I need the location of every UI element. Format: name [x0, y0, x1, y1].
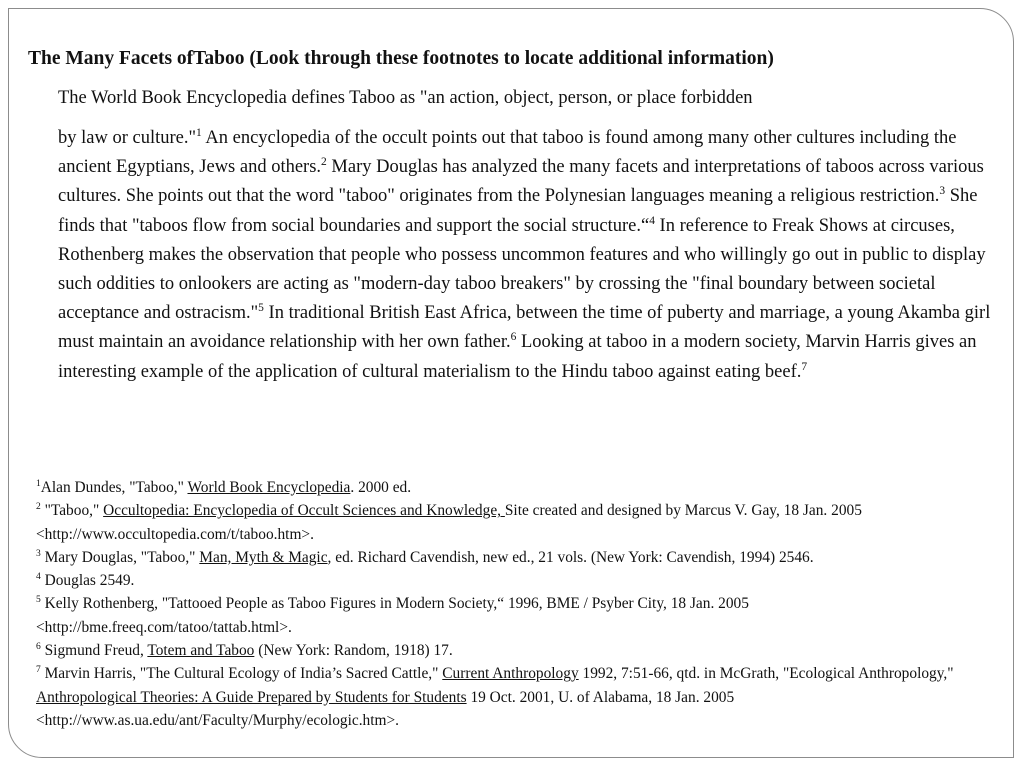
footnote-marker: 3: [36, 547, 41, 559]
cited-title: Current Anthropology: [442, 665, 579, 683]
footnote-7: [36, 662, 996, 732]
footnote-marker: 5: [36, 594, 41, 606]
text-run: An encyclopedia of the occult points out that taboo is found among many other cultures including the ancient Egyptians, Jews and others.: [58, 128, 957, 178]
footnote-marker: 7: [801, 360, 808, 373]
text-run: In reference to Freak Shows at circuses, Rothenberg makes the observation that people who possess uncommon features and who willingly go out in public to display such oddities to onlookers are acting as "modern-day taboo breakers" by crossing the "final boundary between societal acceptance and ostracism.": [58, 215, 986, 324]
footnote-2: [36, 499, 996, 546]
footnote-marker: 3: [939, 185, 946, 198]
footnote-marker: 7: [36, 664, 41, 676]
cited-title: Totem and Taboo: [147, 642, 255, 660]
cited-title: World Book Encyclopedia: [187, 479, 351, 496]
text-run: , ed. Richard Cavendish, new ed., 21 vols. (New York: Cavendish, 1994) 2546.: [327, 548, 814, 566]
text-run: In traditional British East Africa, between the time of puberty and marriage, a young Akamba girl must maintain an avoidance relationship with her own father.: [58, 303, 991, 353]
intro-line: The World Book Encyclopedia defines Taboo as "an action, object, person, or place forbidden: [58, 88, 753, 108]
text-run: . 2000 ed.: [350, 479, 412, 496]
cited-title: Anthropological Theories: A Guide Prepared by Students for Students: [36, 688, 467, 706]
text-run: Kelly Rothenberg, "Tattooed People as Taboo Figures in Modern Society,“ 1996, BME / Psyber City, 18 Jan. 2005 <http://bme.freeq.com/tatoo/tattab.html>.: [36, 595, 749, 636]
text-run: by law or culture.": [58, 128, 197, 148]
text-run: She finds that "taboos flow from social boundaries and support the social structure.“: [58, 186, 978, 236]
footnotes: [36, 476, 996, 732]
text-run: 19 Oct. 2001, U. of Alabama, 18 Jan. 2005 <http://www.as.ua.edu/ant/Faculty/Murphy/ecologic.htm>.: [36, 688, 735, 729]
footnote-6: [36, 639, 996, 662]
footnote-marker: 6: [36, 640, 41, 652]
page-title: The Many Facets ofTaboo (Look through these footnotes to locate additional information): [28, 48, 774, 69]
footnote-marker: 4: [36, 571, 41, 583]
cited-title: Man, Myth & Magic: [199, 548, 328, 566]
footnote-marker: 1: [196, 126, 202, 139]
text-run: Douglas 2549.: [40, 572, 135, 590]
text-run: Marvin Harris, "The Cultural Ecology of India’s Sacred Cattle,": [40, 665, 443, 683]
text-run: Alan Dundes, "Taboo,": [40, 479, 188, 496]
text-run: Mary Douglas, "Taboo,": [40, 548, 200, 566]
footnote-marker: 2: [321, 156, 327, 169]
text-run: (New York: Random, 1918) 17.: [254, 642, 453, 660]
footnote-marker: 4: [649, 214, 655, 227]
text-run: 1992, 7:51-66, qtd. in McGrath, "Ecological Anthropology,": [578, 665, 954, 683]
footnote-marker: 1: [36, 477, 41, 489]
footnote-4: [36, 569, 996, 592]
text-run: Sigmund Freud,: [40, 642, 148, 660]
footnote-marker: 6: [510, 331, 517, 344]
text-run: Site created and designed by Marcus V. Gay, 18 Jan. 2005 <http://www.occultopedia.com/t/taboo.htm>.: [36, 502, 862, 543]
footnote-5: [36, 592, 996, 639]
cited-title: Occultopedia: Encyclopedia of Occult Sciences and Knowledge,: [103, 502, 505, 520]
text-run: Looking at taboo in a modern society, Marvin Harris gives an interesting example of the application of cultural materialism to the Hindu taboo against eating beef.: [58, 332, 977, 382]
text-run: "Taboo,": [40, 502, 104, 520]
footnote-3: [36, 546, 996, 569]
footnote-marker: 2: [36, 501, 41, 513]
footnote-1: [36, 476, 996, 499]
text-run: Mary Douglas has analyzed the many facets and interpretations of taboos across various cultures. She points out that the word "taboo" originates from the Polynesian languages meaning a religious restriction.: [58, 157, 984, 207]
body-paragraph: [58, 124, 1004, 387]
footnote-marker: 5: [258, 302, 264, 315]
